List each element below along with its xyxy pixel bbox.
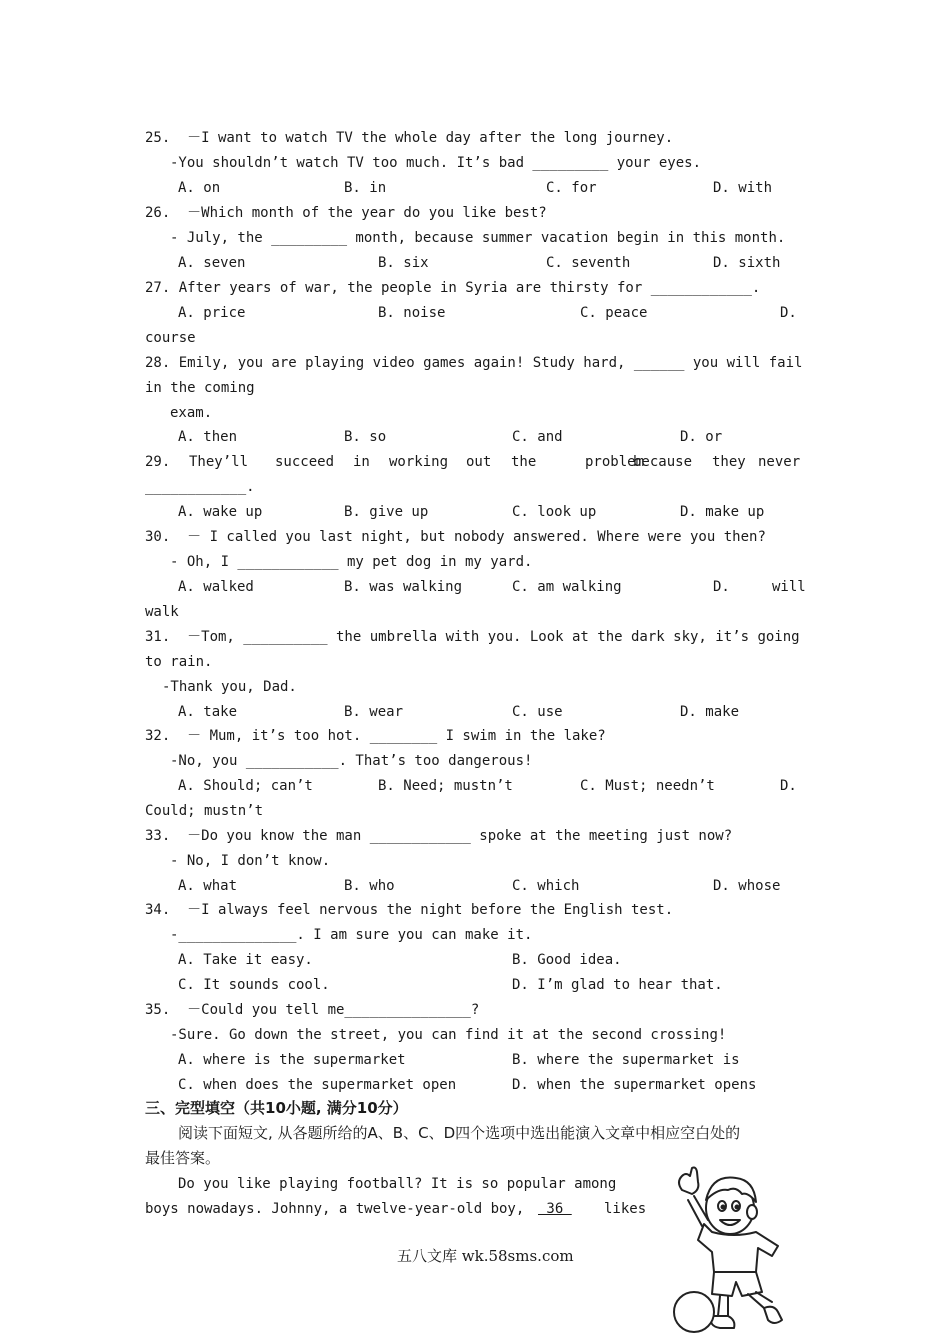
option-26-c: C. seventh (546, 255, 631, 271)
answer-30: - Oh, I ____________ my pet dog in my yard. (170, 554, 533, 570)
option-35-c: C. when does the supermarket open (178, 1077, 457, 1093)
option-31-b: B. wear (344, 704, 404, 720)
option-29-c: C. look up (512, 504, 597, 520)
option-32-d: D. (780, 778, 797, 794)
option-32-a: A. Should; can’t (178, 778, 313, 794)
option-29-a: A. wake up (178, 504, 263, 520)
option-30-c: C. am walking (512, 579, 622, 595)
option-28-d: D. or (680, 429, 723, 445)
option-30-a: A. walked (178, 579, 254, 595)
option-26-b: B. six (378, 255, 429, 271)
answer-26: - July, the _________ month, because summer vacation begin in this month. (170, 230, 786, 246)
q29-w3: in (353, 454, 370, 470)
question-35: 35. －Could you tell me_______________? (145, 1002, 480, 1018)
passage-line-1: Do you like playing football? It is so popular among (178, 1176, 617, 1192)
blank-36: 36 (538, 1201, 572, 1217)
option-31-a: A. take (178, 704, 238, 720)
option-29-b: B. give up (344, 504, 429, 520)
footer-site-name: 五八文库 wk.58sms.com (397, 1247, 574, 1265)
q29-w4: working (389, 454, 449, 470)
q29-w8: because (633, 454, 693, 470)
section-heading-cloze: 三、完型填空（共10小题, 满分10分） (145, 1099, 408, 1117)
answer-33: - No, I don’t know. (170, 853, 331, 869)
option-27-d: D. (780, 305, 797, 321)
passage-line-2: boys nowadays. Johnny, a twelve-year-old boy, (145, 1201, 525, 1217)
question-32: 32. － Mum, it’s too hot. ________ I swim in the lake? (145, 728, 606, 744)
option-27-b: B. noise (378, 305, 446, 321)
q29-w2: succeed (275, 454, 335, 470)
option-27-d-text: course (145, 330, 196, 346)
option-35-d: D. when the supermarket opens (512, 1077, 757, 1093)
question-31-cont: to rain. (145, 654, 213, 670)
q29-w9: they (712, 454, 746, 470)
option-35-a: A. where is the supermarket (178, 1052, 406, 1068)
answer-32: -No, you ___________. That’s too dangerous! (170, 753, 533, 769)
option-26-a: A. seven (178, 255, 246, 271)
option-34-b: B. Good idea. (512, 952, 622, 968)
question-30: 30. － I called you last night, but nobody answered. Where were you then? (145, 529, 766, 545)
option-30-d: D. (713, 579, 730, 595)
option-33-b: B. who (344, 878, 395, 894)
option-30-d-cont: walk (145, 604, 179, 620)
option-32-c: C. Must; needn’t (580, 778, 715, 794)
option-34-d: D. I’m glad to hear that. (512, 977, 723, 993)
answer-35: -Sure. Go down the street, you can find it at the second crossing! (170, 1027, 727, 1043)
option-28-b: B. so (344, 429, 387, 445)
option-29-d: D. make up (680, 504, 765, 520)
option-33-c: C. which (512, 878, 580, 894)
option-25-b: B. in (344, 180, 387, 196)
q29-w1: They’ll (189, 454, 249, 470)
option-31-c: C. use (512, 704, 563, 720)
option-33-d: D. whose (713, 878, 781, 894)
cloze-instructions: 阅读下面短文, 从各题所给的A、B、C、D四个选项中选出能演入文章中相应空白处的 (178, 1124, 741, 1142)
option-28-c: C. and (512, 429, 563, 445)
option-27-a: A. price (178, 305, 246, 321)
question-28-cont2: exam. (170, 405, 213, 421)
question-25: 25. －I want to watch TV the whole day after the long journey. (145, 130, 674, 146)
option-27-c: C. peace (580, 305, 648, 321)
passage-line-2-end: likes (604, 1201, 647, 1217)
question-33: 33. －Do you know the man ____________ spoke at the meeting just now? (145, 828, 733, 844)
option-25-d: D. with (713, 180, 773, 196)
answer-25: -You shouldn’t watch TV too much. It’s bad _________ your eyes. (170, 155, 702, 171)
answer-34: -______________. I am sure you can make it. (170, 927, 533, 943)
option-30-b: B. was walking (344, 579, 463, 595)
option-34-a: A. Take it easy. (178, 952, 313, 968)
question-27: 27. After years of war, the people in Syria are thirsty for ____________. (145, 280, 761, 296)
option-28-a: A. then (178, 429, 238, 445)
option-30-d-word: will (772, 579, 806, 595)
option-32-d-text: Could; mustn’t (145, 803, 264, 819)
q29-w6: the (511, 454, 537, 470)
question-28: 28. Emily, you are playing video games again! Study hard, ______ you will fail (145, 355, 803, 371)
cloze-instructions-cont: 最佳答案。 (145, 1149, 221, 1167)
option-32-b: B. Need; mustn’t (378, 778, 513, 794)
option-34-c: C. It sounds cool. (178, 977, 330, 993)
question-34: 34. －I always feel nervous the night before the English test. (145, 902, 674, 918)
boy-playing-football-illustration (668, 1160, 798, 1338)
q29-w10: never (758, 454, 801, 470)
question-29-number: 29. (145, 454, 171, 470)
question-28-cont: in the coming (145, 380, 255, 396)
option-26-d: D. sixth (713, 255, 781, 271)
question-26: 26. －Which month of the year do you like best? (145, 205, 547, 221)
option-33-a: A. what (178, 878, 238, 894)
option-31-d: D. make (680, 704, 740, 720)
question-29-blank: ____________. (145, 479, 255, 495)
answer-31: -Thank you, Dad. (162, 679, 297, 695)
q29-w5: out (466, 454, 492, 470)
option-35-b: B. where the supermarket is (512, 1052, 740, 1068)
option-25-a: A. on (178, 180, 221, 196)
q29-w7: problem (585, 454, 645, 470)
option-25-c: C. for (546, 180, 597, 196)
question-31: 31. －Tom, __________ the umbrella with you. Look at the dark sky, it’s going (145, 629, 800, 645)
